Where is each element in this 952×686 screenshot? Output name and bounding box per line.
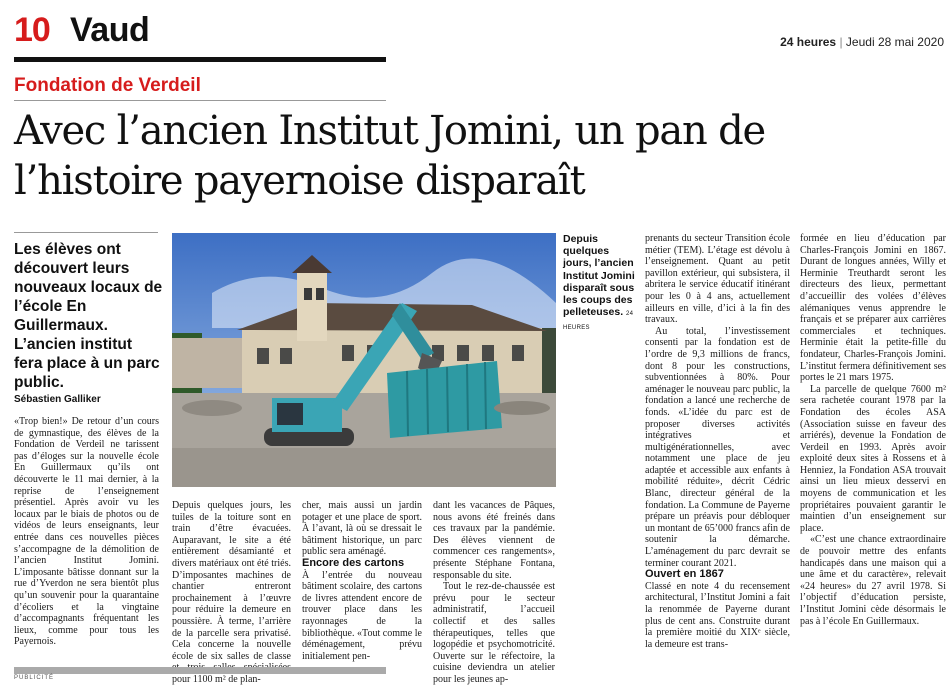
byline: Sébastien Galliker (14, 394, 101, 405)
masthead (780, 35, 944, 49)
lead: Les élèves ont découvert leurs nouveaux locaux de l’école En Guillermaux. L’ancien institut fera place à un parc public. (14, 241, 163, 391)
header-rule (14, 57, 386, 62)
column-5 (645, 233, 790, 650)
paragraph: Depuis quelques jours, les tuiles de la toiture sont en train d’être évacuées. Auparavant, le site a été entièrement désamianté et divers matériaux ont été triés. D’imposantes machines de chantier entreront prochainement à l’œuvre pour réduire la demeure en poussière. À terme, l’arrière de la parcelle sera privatisé. Cela concerne la nouvelle école de six salles de classe pour 1100 m² de plan- (172, 500, 291, 685)
paragraph: formée en lieu d’éducation par Charles-François Jomini en 1867. Durant de longues années, Willy et Herminie Treuthardt seront les directeurs des lieux, permettant d’accueillir des volées d’élèves alémaniques venus apprendre le français et se préparer aux carrières commerciales et techniques. Herminie était la petite-fille du fondateur, Charles-François Jomini. L’institut fermera définitivement ses portes le 21 mars 1975. (800, 233, 946, 384)
column-2 (172, 500, 291, 686)
section-title: Vaud (70, 11, 150, 49)
rubric-rule (14, 100, 386, 101)
rubric: Fondation de Verdeil (14, 75, 201, 96)
column-1 (14, 416, 159, 648)
column-6 (800, 233, 946, 627)
paragraph: Tout le rez-de-chaussée est prévu pour le secteur administratif, l’accueil collectif et des salles thérapeutiques, telles que logopédie et psychomotricité. Ouverte sur le réfectoire, la cuisine deviendra un atelier pour les jeunes ap- (433, 581, 555, 685)
article-photo (172, 233, 556, 487)
demolition-photo-illustration (172, 233, 556, 487)
masthead-date: Jeudi 28 mai 2020 (845, 35, 944, 49)
column-3 (302, 500, 422, 662)
column-4 (433, 500, 555, 686)
paragraph: Classé en note 4 du recensement architectural, l’Institut Jomini a fait la renommée de Payerne durant plus de cent ans. Construite durant la première moitié du XIXᵉ siècle, la demeure est trans- (645, 580, 790, 650)
masthead-brand: 24 heures (780, 35, 837, 49)
paragraph: prenants du secteur Transition école métier (TEM). L’étage est dévolu à l’enseignement. Quant au petit pavillon extérieur, qui subsistera, il abritera le service éducatif itinérant pour les 0 à 4 ans, actuellement ailleurs en ville, d’ici à la fin des travaux. (645, 233, 790, 326)
caption-text: Depuis quelques jours, l’ancien Institut Jomini disparaît sous les coups des pelleteuses. (563, 233, 635, 319)
paragraph: «Trop bien!» De retour d’un cours de gymnastique, des élèves de la Fondation de Verdeil ne tarissent pas d’éloges sur la nouvelle école En Guillermaux qu’ils ont découverte le 11 mai dernier, à la reprise de l’enseignement présentiel. Après avoir vu les locaux par le biais de photos ou de vidéos de leurs enseignants, leur entrée dans ces nouvelles pièces s’accompagne de la démolition de l’ancien Institut Jomini. L’imposante bâtisse donnant sur la rue d’Yverdon ne sera bientôt plus qu’un souvenir pour la quarantaine d’écoliers et la vingtaine d’accompagnants fréquentant les lieux, comme pour tous les Payernois. (14, 416, 159, 648)
paragraph: La parcelle de quelque 7600 m² sera rachetée courant 1978 par la Fondation des écoles ASA (Association suisse en faveur des arriérés), devenue la Fondation de Verdeil en 1993. Après avoir exploité deux sites à Rossens et à Henniez, la Fondation ASA trouvait ainsi un lieu mieux desservi en moyens de communication et les propriétaires pouvaient garantir le maintien d’un enseignement sur place. (800, 383, 946, 534)
page-number: 10 (14, 11, 50, 49)
masthead-separator: | (839, 35, 843, 49)
headline: Avec l’ancien Institut Jomini, un pan de l’histoire payernoise disparaît (14, 108, 765, 204)
subheading-encore-des-cartons: Encore des cartons (302, 556, 405, 569)
photo-credit: 24 HEURES (563, 311, 634, 332)
subheading-ouvert-en-1867: Ouvert en 1867 (645, 568, 724, 581)
photo-caption (563, 233, 637, 335)
lead-rule (14, 232, 158, 233)
paragraph: À l’entrée du nouveau bâtiment scolaire, des cartons de livres attendent encore de trouver place dans les rayonnages de la bibliothèque. «Tout comme le déménagement, prévu initialement pen- (302, 569, 422, 662)
paragraph: cher, mais aussi un jardin potager et une place de sport. À l’avant, là où se dressait le bâtiment historique, un parc public sera aménagé. (302, 500, 422, 558)
paragraph: dant les vacances de Pâques, nous avons été freinés dans ces travaux par la pandémie. Des élèves viennent de commencer ces rangements», présente Stéphane Fontana, responsable du site. (433, 500, 555, 581)
paragraph: «C’est une chance extraordinaire de pouvoir mettre des enfants handicapés dans une maison qui a une âme et du caractère», relevait «24 heures» du 27 avril 1978. Si l’objectif d’éducation persiste, l’Institut Jomini cède désormais le pas à l’école En Guillermaux. (800, 534, 946, 627)
advert-label: PUBLICITÉ (14, 675, 55, 681)
advert-separator (14, 667, 386, 674)
paragraph: Au total, l’investissement consenti par la fondation est de l’ordre de 9,3 millions de francs, dont 8 pour les constructions, subventionnées à 80%. Pour aménager le nouveau parc public, la fondation a lancé une recherche de fonds. «L’idée du parc est de proposer diverses activités intégratives et multigénérationnelles, avec notamment une place de jeu adaptée et accessible aux enfants à mobilité réduite», décrit Cédric Blanc, directeur général de la fondation. La Commune de Payerne prépare un préavis pour débloquer un montant de 65’000 francs afin de soutenir la démarche. L’aménagement du parc devrait se terminer courant 2021. (645, 325, 790, 569)
